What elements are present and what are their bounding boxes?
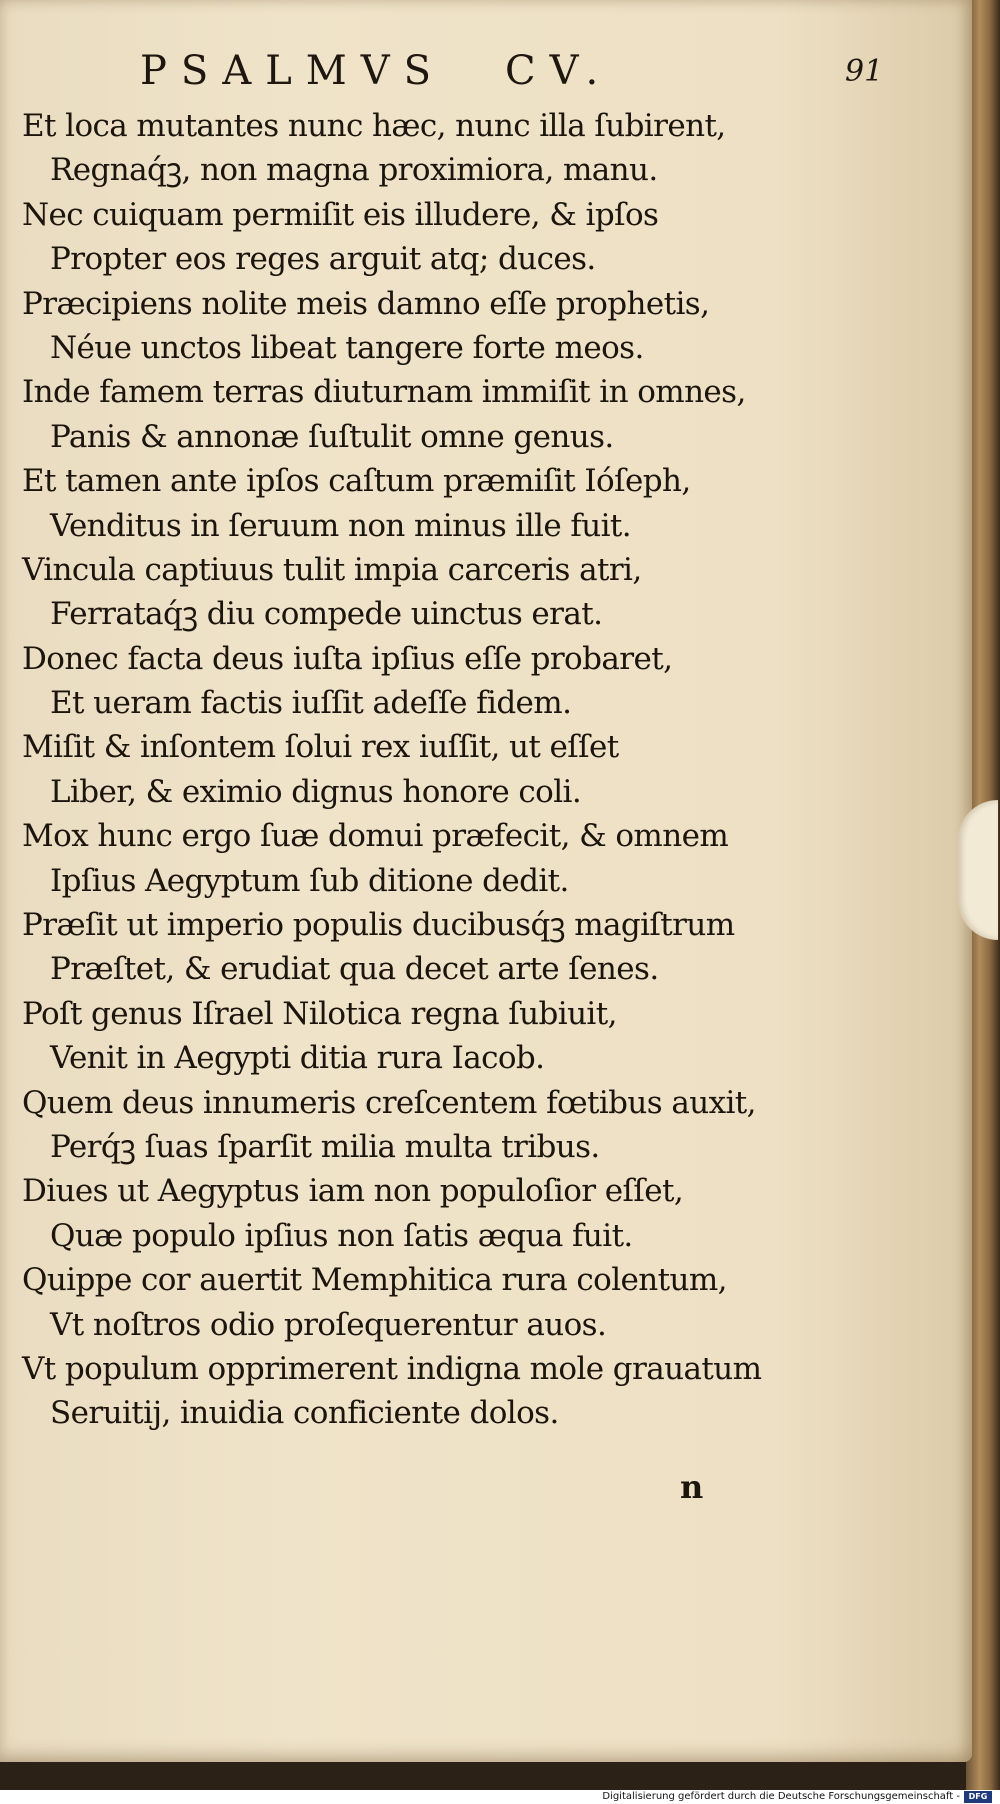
verse-line: Præſit ut imperio populis ducibusq́ꝫ magiſtrum — [22, 907, 735, 944]
verse-line: Præcipiens nolite meis damno eſſe prophetis, — [22, 285, 710, 322]
verse-line: Venditus in ſeruum non minus ille fuit. — [50, 507, 632, 544]
verse-line: Liber, & eximio dignus honore coli. — [50, 773, 582, 810]
verse-line: Perq́ꝫ ſuas ſparſit milia multa tribus. — [50, 1128, 600, 1165]
verse-block — [22, 104, 922, 1436]
dfg-logo: DFG — [964, 1791, 992, 1803]
verse-line: Inde famem terras diuturnam immiſit in omnes, — [22, 374, 746, 411]
verse-line: Vt noſtros odio proſequerentur auos. — [50, 1306, 607, 1343]
verse-line: Venit in Aegypti ditia rura Iacob. — [50, 1040, 545, 1077]
verse-line: Vincula captiuus tulit impia carceris atri, — [22, 551, 642, 588]
verse-line: Propter eos reges arguit atq; duces. — [50, 241, 596, 278]
running-title — [140, 48, 612, 94]
page-fold-tab — [958, 800, 998, 940]
verse-line: Præſtet, & erudiat qua decet arte ſenes. — [50, 951, 659, 988]
verse-line: Quippe cor auertit Memphitica rura colentum, — [22, 1262, 727, 1299]
running-head — [0, 0, 972, 94]
verse-line: Diues ut Aegyptus iam non populoſior eſſet, — [22, 1173, 684, 1210]
footer-credit: Digitalisierung gefördert durch die Deutsche Forschungsgemeinschaft - — [602, 1791, 960, 1802]
verse-line: Ferrataq́ꝫ diu compede uinctus erat. — [50, 596, 603, 633]
verse-line: Vt populum opprimerent indigna mole grauatum — [22, 1350, 762, 1387]
verse-line: Néue unctos libeat tangere forte meos. — [50, 329, 644, 366]
verse-line: Quæ populo ipſius non ſatis æqua fuit. — [50, 1217, 633, 1254]
verse-line: Et tamen ante ipſos caſtum præmiſit Ióſeph, — [22, 463, 691, 500]
verse-line: Donec facta deus iuſta ipſius eſſe probaret, — [22, 640, 673, 677]
folio-number: 91 — [845, 54, 884, 89]
running-title-left: PSALMVS — [140, 48, 446, 94]
verse-line: Panis & annonæ ſuſtulit omne genus. — [50, 418, 614, 455]
verse-line: Et ueram factis iuſſit adeſſe fidem. — [50, 685, 572, 722]
verse-line: Mox hunc ergo ſuæ domui præfecit, & omnem — [22, 818, 729, 855]
verse-line: Et loca mutantes nunc hæc, nunc illa ſubirent, — [22, 108, 726, 144]
catchword: n — [680, 1468, 704, 1506]
verse-line: Ipſius Aegyptum ſub ditione dedit. — [50, 862, 569, 899]
verse-line: Poſt genus Iſrael Nilotica regna ſubiuit, — [22, 995, 617, 1032]
running-title-right: CV. — [505, 48, 613, 94]
verse-line: Seruitij, inuidia conficiente dolos. — [50, 1395, 559, 1432]
verse-line: Nec cuiquam permiſit eis illudere, & ipſos — [22, 196, 659, 233]
verse-line: Quem deus innumeris creſcentem fœtibus auxit, — [22, 1084, 756, 1121]
verse-line: Regnaq́ꝫ, non magna proximiora, manu. — [50, 152, 658, 189]
verse-line: Miſit & inſontem ſolui rex iuſſit, ut eſſet — [22, 729, 619, 766]
